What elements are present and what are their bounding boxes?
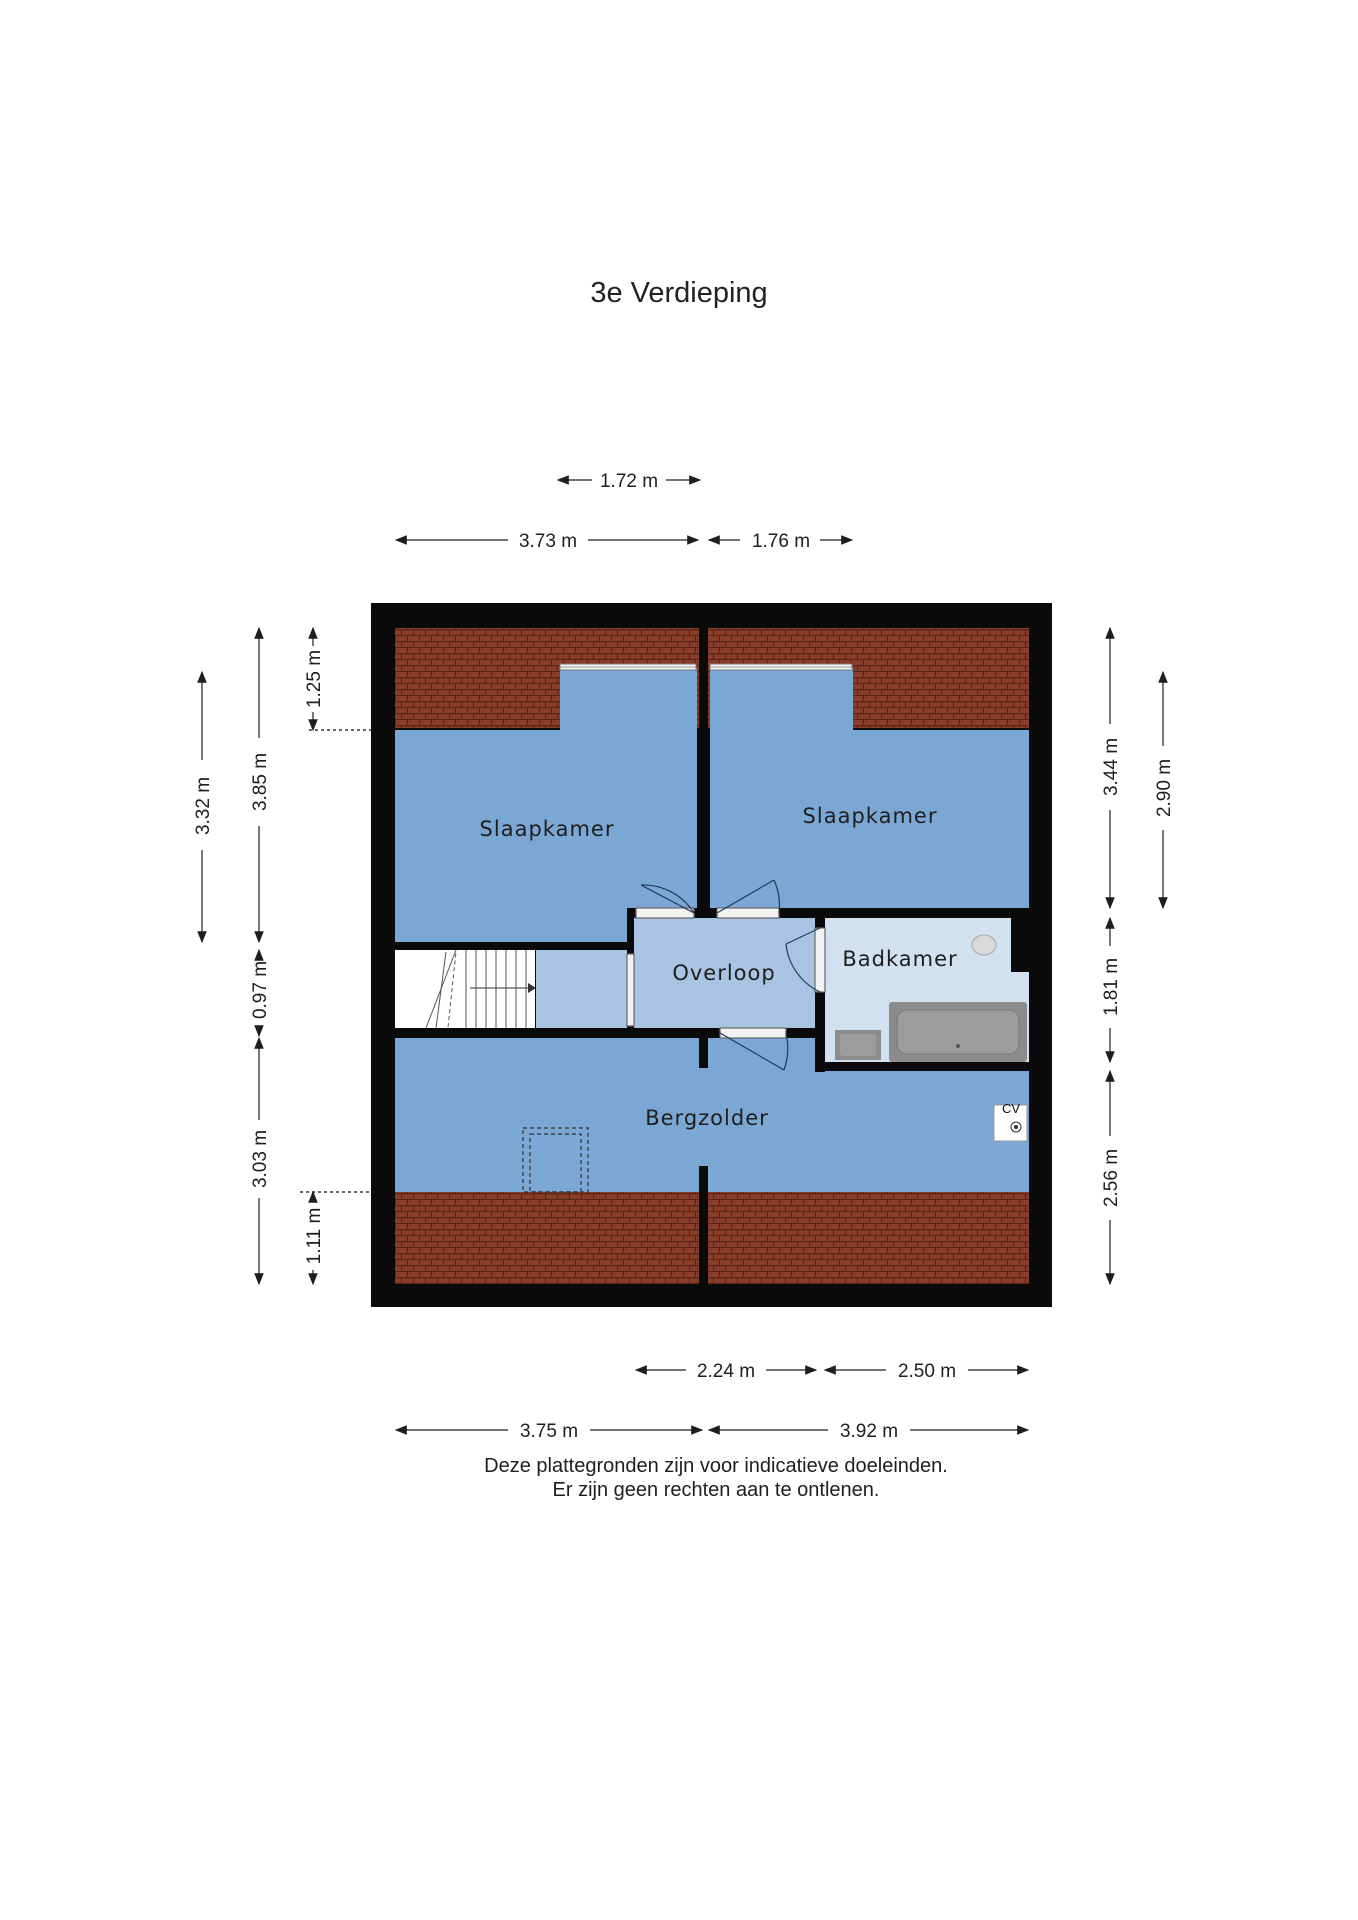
skylight-right xyxy=(710,664,852,670)
disclaimer-line-2: Er zijn geen rechten aan te ontlenen. xyxy=(552,1479,880,1501)
dim-label: 3.92 m xyxy=(839,1421,899,1442)
dim-right-1-81 xyxy=(1101,918,1122,1062)
dim-bottom-2-24 xyxy=(636,1361,816,1382)
dim-right-2-90 xyxy=(1154,672,1175,908)
dim-label: 2.24 m xyxy=(696,1361,756,1382)
label-landing: Overloop xyxy=(672,961,776,985)
dim-top-3-73 xyxy=(396,531,698,552)
dim-left-1-25 xyxy=(304,628,325,730)
dim-right-2-56 xyxy=(1101,1071,1122,1284)
dim-left-1-11 xyxy=(304,1192,325,1284)
label-bathroom: Badkamer xyxy=(842,947,958,971)
wall-stair-top xyxy=(395,942,632,950)
wall-center-top xyxy=(699,628,708,918)
wall-bath-bottom xyxy=(815,1062,1029,1071)
toilet xyxy=(972,935,996,955)
dim-right-3-44 xyxy=(1101,628,1122,908)
label-storage-attic: Bergzolder xyxy=(645,1106,769,1130)
label-bedroom-left: Slaapkamer xyxy=(479,817,615,841)
stair-landing xyxy=(536,950,630,1028)
dim-top-1-76 xyxy=(709,531,852,552)
dim-label: 3.03 m xyxy=(250,1129,271,1189)
dim-label: 1.81 m xyxy=(1101,957,1122,1017)
dim-bottom-3-92 xyxy=(709,1421,1028,1442)
dim-label: 2.90 m xyxy=(1154,758,1175,818)
cv-label: CV xyxy=(1001,1101,1021,1116)
door-stair xyxy=(627,954,634,1026)
disclaimer-line-1: Deze plattegronden zijn voor indicatieve doeleinden. xyxy=(484,1455,948,1477)
dim-top-1-72 xyxy=(558,471,700,492)
dim-label: 1.11 m xyxy=(304,1207,325,1265)
cv-boiler xyxy=(994,1101,1027,1141)
staircase xyxy=(395,950,535,1028)
bathtub xyxy=(889,1002,1027,1062)
wall-bath-right-block xyxy=(1011,918,1029,972)
dim-label: 3.75 m xyxy=(519,1421,579,1442)
dim-label: 3.73 m xyxy=(518,531,578,552)
dim-bottom-2-50 xyxy=(825,1361,1028,1382)
dim-left-0-97 xyxy=(250,950,271,1036)
wall-center-bottom xyxy=(699,1166,708,1284)
dim-label: 3.32 m xyxy=(193,776,214,836)
dim-bottom-3-75 xyxy=(396,1421,702,1442)
sink xyxy=(835,1030,881,1060)
dim-label: 2.50 m xyxy=(897,1361,957,1382)
dim-label: 2.56 m xyxy=(1101,1148,1122,1208)
wall-center-stub xyxy=(699,1036,708,1068)
roof-tiles-bottom xyxy=(395,1192,1029,1284)
dim-label: 0.97 m xyxy=(250,960,271,1020)
dim-label: 1.72 m xyxy=(599,471,659,492)
dim-left-3-85 xyxy=(250,628,271,942)
label-bedroom-right: Slaapkamer xyxy=(802,804,938,828)
dim-label: 1.25 m xyxy=(304,649,325,709)
dim-label: 3.85 m xyxy=(250,752,271,812)
dim-label: 1.76 m xyxy=(751,531,811,552)
dim-label: 3.44 m xyxy=(1101,737,1122,797)
page-title: 3e Verdieping xyxy=(590,277,768,309)
skylight-left xyxy=(560,664,696,670)
dim-left-3-03 xyxy=(250,1038,271,1284)
dim-left-3-32 xyxy=(193,672,214,942)
